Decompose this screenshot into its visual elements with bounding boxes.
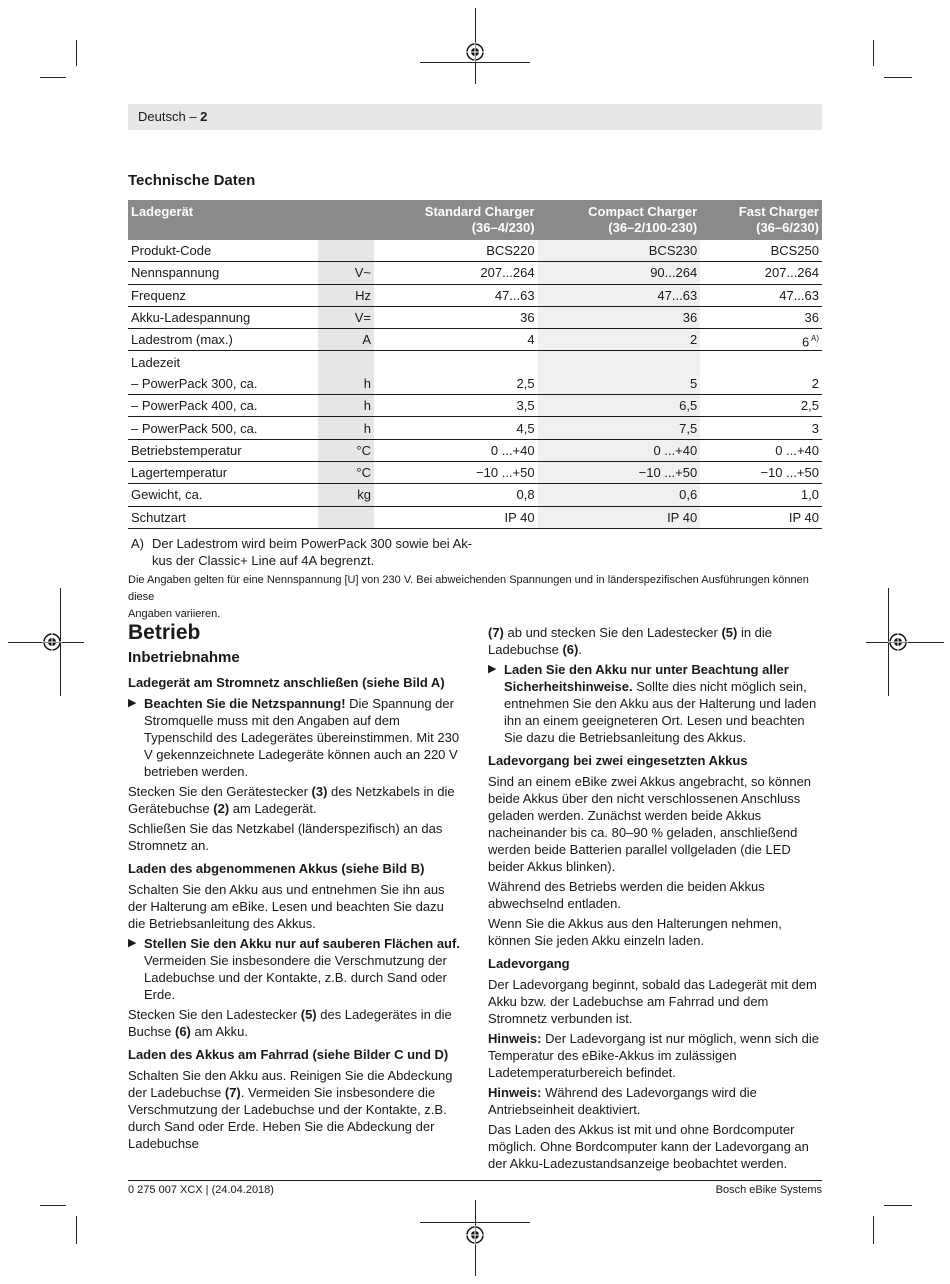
heading-stromnetz: Ladegerät am Stromnetz anschließen (siehe Bild A) [128, 675, 445, 690]
row-unit: A [318, 329, 374, 351]
bullet-netzspannung [128, 695, 460, 780]
footnote-line-1: Der Ladestrom wird beim PowerPack 300 sowie bei Ak- [152, 536, 473, 551]
paragraph: Der Ladevorgang beginnt, sobald das Ladegerät mit dem Akku bzw. der Ladebuchse am Fahrrad und dem Stromnetz verbunden ist. [488, 977, 817, 1026]
bullet-bold: Stellen Sie den Akku nur auf sauberen Flächen auf. [144, 936, 460, 951]
value-compact: 2 [538, 329, 701, 351]
row-label: Schutzart [128, 506, 318, 528]
table-row [128, 284, 822, 306]
left-column [128, 621, 460, 1155]
value-fast: IP 40 [700, 506, 822, 528]
value-fast: 0 ...+40 [700, 439, 822, 461]
heading-abgenommener-akku: Laden des abgenommenen Akkus (siehe Bild B) [128, 861, 425, 876]
bullet-text: Vermeiden Sie insbesondere die Verschmutzung der Ladebuchse und der Kontakte, z.B. durch Sand oder Erde. [144, 953, 447, 1002]
heading-akku-am-fahrrad: Laden des Akkus am Fahrrad (siehe Bilder C und D) [128, 1047, 449, 1062]
text: am Ladegerät. [229, 801, 317, 816]
col-header-standard-model: (36–4/230) [471, 220, 535, 235]
value-standard: 4 [374, 329, 538, 351]
crop-mark [76, 40, 77, 66]
value-fast: 2,5 [700, 395, 822, 417]
crop-mark [884, 1205, 912, 1206]
text: des Ladegerätes in die Buchse [128, 1007, 452, 1039]
hint-label: Hinweis: [488, 1085, 542, 1100]
triangle-bullet-icon: ▶ [128, 697, 137, 709]
value-compact [538, 351, 701, 373]
value-standard: 4,5 [374, 417, 538, 439]
value-compact: 90...264 [538, 262, 701, 284]
ref-number: (7) [224, 1085, 241, 1100]
value-standard: 47...63 [374, 284, 538, 306]
col-header-fast-name: Fast Charger [738, 204, 819, 219]
page-header [128, 104, 822, 130]
registration-mark-icon [465, 42, 485, 62]
table-row [128, 262, 822, 284]
value-compact: 7,5 [538, 417, 701, 439]
text: ab und stecken Sie den Ladestecker [503, 625, 722, 640]
value-compact: IP 40 [538, 506, 701, 528]
value-standard: 3,5 [374, 395, 538, 417]
value-fast: 3 [700, 417, 822, 439]
text: des Netzkabels in die Gerätebuchse [128, 784, 455, 816]
registration-mark-icon [888, 632, 908, 652]
paragraph: Schalten Sie den Akku aus und entnehmen Sie ihn aus der Halterung am eBike. Lesen und beachten Sie dazu die Betriebsanleitung des Akkus. [128, 882, 445, 931]
row-label: Betriebstemperatur [128, 439, 318, 461]
col-header-fast [700, 200, 822, 240]
paragraph: Sind an einem eBike zwei Akkus angebracht, so können beide Akkus über den nicht verschlossenen Anschluss geladen werden. Zunächst werden beide Akkus nacheinander bis ca. 80–90 % geladen, anschließend werden beide Batterien parallel vollgeladen (die LED beider Akkus blinken). [488, 774, 812, 874]
crop-mark [40, 1205, 66, 1206]
table-row [128, 395, 822, 417]
row-label: Nennspannung [128, 262, 318, 284]
row-unit: °C [318, 461, 374, 483]
table-row [128, 306, 822, 328]
text: . Vermeiden Sie insbesondere die Verschmutzung der Ladebuchse und der Kontakte, z.B. durch Sand oder Erde. Heben Sie die Abdeckung der Ladebuchse [128, 1085, 447, 1151]
table-row [128, 439, 822, 461]
value-standard: 36 [374, 306, 538, 328]
row-label: Gewicht, ca. [128, 484, 318, 506]
bullet-text: Sollte dies nicht möglich sein, entnehmen Sie den Akku aus der Halterung und laden ihn an einem geeigneteren Ort. Lesen und beachten Sie dazu die Betriebsanleitung des Akkus. [504, 679, 817, 745]
row-unit: kg [318, 484, 374, 506]
text: am Akku. [190, 1024, 248, 1039]
table-row [128, 240, 822, 262]
row-unit: V~ [318, 262, 374, 284]
row-label: Akku-Ladespannung [128, 306, 318, 328]
value-compact: 36 [538, 306, 701, 328]
ref-number: (2) [213, 801, 230, 816]
table-row [128, 461, 822, 483]
value-standard: 0 ...+40 [374, 439, 538, 461]
value-fast: 36 [700, 306, 822, 328]
row-label: – PowerPack 400, ca. [128, 395, 318, 417]
value-fast: 1,0 [700, 484, 822, 506]
ref-number: (6) [174, 1024, 191, 1039]
table-header-row [128, 200, 822, 240]
hint-paragraph [488, 1030, 824, 1081]
col-header-compact [538, 200, 701, 240]
paragraph [128, 1006, 460, 1040]
text: Stecken Sie den Gerätestecker [128, 784, 312, 799]
row-label: Frequenz [128, 284, 318, 306]
hint-label: Hinweis: [488, 1031, 542, 1046]
row-unit [318, 506, 374, 528]
row-unit: Hz [318, 284, 374, 306]
col-header-standard-name: Standard Charger [424, 204, 535, 219]
value-fast: 47...63 [700, 284, 822, 306]
ref-number: (5) [721, 625, 738, 640]
col-header-device: Ladegerät [128, 200, 374, 240]
bullet-text: Die Spannung der Stromquelle muss mit den Angaben auf dem Typenschild des Ladegerätes übereinstimmen. Mit 230 V gekennzeichnete Ladegeräte können auch an 220 V betrieben werden. [144, 696, 460, 779]
value-fast: 207...264 [700, 262, 822, 284]
hint-paragraph [488, 1084, 824, 1118]
value-standard: 207...264 [374, 262, 538, 284]
value-compact: BCS230 [538, 240, 701, 262]
footer-brand: Bosch eBike Systems [715, 1184, 822, 1196]
value-standard: 2,5 [374, 373, 538, 395]
crop-mark [884, 77, 912, 78]
row-unit [318, 351, 374, 373]
value-compact: 0 ...+40 [538, 439, 701, 461]
table-row [128, 484, 822, 506]
value-fast: 2 [700, 373, 822, 395]
value-standard [374, 351, 538, 373]
row-label: Ladestrom (max.) [128, 329, 318, 351]
col-header-compact-name: Compact Charger [588, 204, 698, 219]
voltage-note [128, 572, 828, 623]
voltage-note-line-2: Angaben variieren. [128, 608, 221, 620]
crop-mark [873, 40, 874, 66]
heading-ladevorgang: Ladevorgang [488, 956, 570, 971]
footer-divider [128, 1180, 822, 1181]
ref-number: (7) [488, 625, 504, 640]
value-fast: BCS250 [700, 240, 822, 262]
value-fast: 6 $^{A)}$ [700, 329, 822, 351]
paragraph [488, 624, 824, 658]
header-separator: – [185, 109, 201, 124]
value-compact: 47...63 [538, 284, 701, 306]
value-compact: 5 [538, 373, 701, 395]
bullet-bold: Beachten Sie die Netzspannung! [144, 696, 346, 711]
ref-number: (5) [300, 1007, 317, 1022]
bullet-saubere-flaechen [128, 935, 460, 1003]
col-header-compact-model: (36–2/100-230) [608, 220, 698, 235]
tech-data-table [128, 200, 822, 529]
row-label: Ladezeit [131, 354, 181, 370]
header-language: Deutsch [138, 109, 186, 124]
value-fast: −10 ...+50 [700, 461, 822, 483]
header-text [138, 109, 207, 124]
paragraph [128, 1067, 460, 1152]
row-label: Produkt-Code [128, 240, 318, 262]
row-unit [318, 240, 374, 262]
paragraph [128, 783, 460, 817]
value-compact: 6,5 [538, 395, 701, 417]
heading-zwei-akkus: Ladevorgang bei zwei eingesetzten Akkus [488, 753, 748, 768]
subsection-title-inbetriebnahme: Inbetriebnahme [128, 649, 240, 666]
section-title-betrieb: Betrieb [128, 621, 201, 644]
table-row [128, 373, 822, 395]
paragraph: Das Laden des Akkus ist mit und ohne Bordcomputer möglich. Ohne Bordcomputer kann der Ladevorgang an der Akku-Ladezustandsanzeige beobachtet werden. [488, 1122, 809, 1171]
voltage-note-line-1: Die Angaben gelten für eine Nennspannung [U] von 230 V. Bei abweichenden Spannungen und in länderspezifischen Ausführungen können diese [128, 574, 809, 603]
row-unit: h [318, 417, 374, 439]
triangle-bullet-icon: ▶ [128, 937, 137, 949]
footer-doc-id: 0 275 007 XCX | (24.04.2018) [128, 1184, 274, 1196]
value-standard: BCS220 [374, 240, 538, 262]
paragraph: Schließen Sie das Netzkabel (länderspezifisch) an das Stromnetz an. [128, 821, 443, 853]
footnote-line-2: kus der Classic+ Line auf 4A begrenzt. [152, 553, 375, 568]
row-label: Lagertemperatur [128, 461, 318, 483]
value-compact: 0,6 [538, 484, 701, 506]
text: Der Ladevorgang ist nur möglich, wenn sich die Temperatur des eBike-Akkus im zulässigen Ladetemperaturbereich befindet. [488, 1031, 819, 1080]
ref-number: (6) [562, 642, 579, 657]
table-row [128, 329, 822, 351]
table-row [128, 417, 822, 439]
ref-number: (3) [311, 784, 328, 799]
col-header-standard [374, 200, 538, 240]
row-unit: h [318, 373, 374, 395]
col-header-fast-model: (36–6/230) [756, 220, 819, 235]
crop-mark [40, 77, 66, 78]
text: . [578, 642, 582, 657]
crop-mark [873, 1216, 874, 1244]
footnote-mark: A) [131, 536, 144, 551]
triangle-bullet-icon: ▶ [488, 663, 497, 675]
page-number: 2 [200, 109, 208, 124]
bullet-sicherheitshinweise [488, 661, 824, 746]
registration-mark-icon [42, 632, 62, 652]
value-compact: −10 ...+50 [538, 461, 701, 483]
registration-mark-icon [465, 1225, 485, 1245]
row-unit: °C [318, 439, 374, 461]
value-standard: IP 40 [374, 506, 538, 528]
bullet-bold: Laden Sie den Akku nur unter Beachtung aller Sicherheitshinweise. [504, 662, 789, 694]
text: Während des Ladevorgangs wird die Antriebseinheit deaktiviert. [488, 1085, 757, 1117]
text: Stecken Sie den Ladestecker [128, 1007, 301, 1022]
row-unit: h [318, 395, 374, 417]
text: in die Ladebuchse [488, 625, 773, 657]
row-label: – PowerPack 300, ca. [128, 373, 318, 395]
footnote-ref: A) [809, 333, 819, 343]
tech-data-title: Technische Daten [128, 172, 256, 189]
table-row [128, 351, 822, 373]
paragraph: Während des Betriebs werden die beiden Akkus abwechselnd entladen. [488, 879, 765, 911]
text: Schalten Sie den Akku aus. Reinigen Sie die Abdeckung der Ladebuchse [128, 1068, 453, 1100]
paragraph: Wenn Sie die Akkus aus den Halterungen nehmen, können Sie jeden Akku einzeln laden. [488, 916, 782, 948]
right-column [488, 624, 824, 1175]
row-label: – PowerPack 500, ca. [128, 417, 318, 439]
value-standard: −10 ...+50 [374, 461, 538, 483]
crop-mark [76, 1216, 77, 1244]
row-unit: V= [318, 306, 374, 328]
table-row [128, 506, 822, 528]
value-standard: 0,8 [374, 484, 538, 506]
value-fast [700, 351, 822, 373]
